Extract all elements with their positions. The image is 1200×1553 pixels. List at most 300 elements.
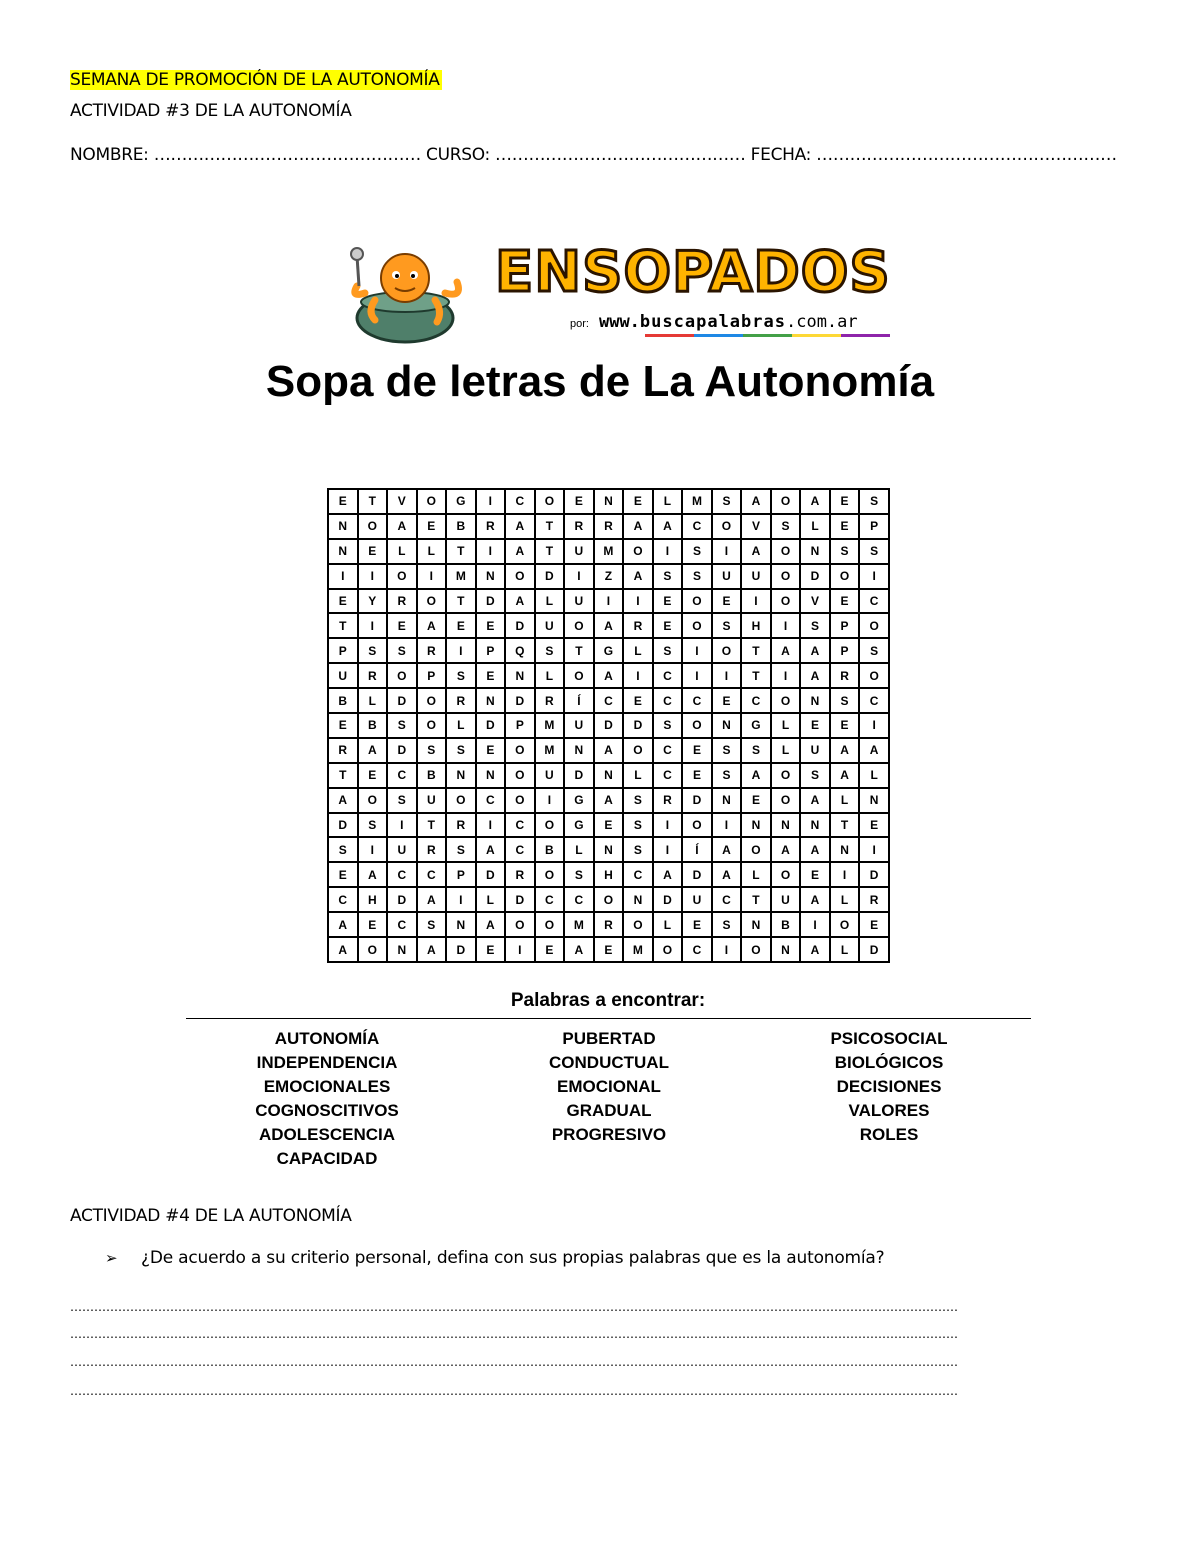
grid-cell: I — [564, 564, 594, 589]
grid-cell: A — [417, 613, 447, 638]
grid-cell: I — [771, 663, 801, 688]
grid-cell: S — [830, 688, 860, 713]
grid-cell: O — [741, 837, 771, 862]
grid-cell: O — [505, 564, 535, 589]
grid-cell: D — [623, 713, 653, 738]
activity3-title: ACTIVIDAD #3 DE LA AUTONOMÍA — [70, 101, 352, 121]
grid-cell: S — [328, 837, 358, 862]
grid-cell: O — [446, 788, 476, 813]
grid-cell: N — [594, 837, 624, 862]
grid-cell: S — [771, 514, 801, 539]
grid-cell: L — [741, 862, 771, 887]
grid-cell: S — [830, 539, 860, 564]
grid-cell: O — [564, 613, 594, 638]
grid-cell: N — [771, 937, 801, 962]
grid-cell: A — [741, 763, 771, 788]
grid-cell: H — [741, 613, 771, 638]
grid-cell: U — [328, 663, 358, 688]
grid-cell: O — [358, 514, 388, 539]
grid-cell: C — [476, 788, 506, 813]
grid-cell: C — [682, 937, 712, 962]
grid-cell: O — [505, 788, 535, 813]
grid-cell: I — [358, 613, 388, 638]
grid-cell: E — [564, 489, 594, 514]
grid-cell: E — [682, 912, 712, 937]
grid-cell: A — [800, 638, 830, 663]
grid-cell: O — [564, 663, 594, 688]
word-list-item: CAPACIDAD — [276, 1149, 378, 1168]
grid-cell: R — [446, 688, 476, 713]
grid-cell: S — [387, 788, 417, 813]
grid-cell: V — [387, 489, 417, 514]
grid-cell: S — [800, 613, 830, 638]
grid-cell: P — [505, 713, 535, 738]
grid-cell: D — [387, 887, 417, 912]
grid-cell: L — [859, 763, 889, 788]
grid-cell: T — [358, 489, 388, 514]
grid-row — [328, 912, 889, 937]
grid-cell: S — [800, 763, 830, 788]
word-list-title: Palabras a encontrar: — [510, 990, 706, 1011]
grid-cell: E — [830, 489, 860, 514]
grid-cell: N — [446, 763, 476, 788]
grid-cell: S — [564, 862, 594, 887]
grid-cell: S — [653, 564, 683, 589]
grid-cell: A — [800, 837, 830, 862]
grid-row — [328, 688, 889, 713]
grid-cell: E — [387, 613, 417, 638]
grid-cell: O — [771, 788, 801, 813]
grid-cell: O — [682, 813, 712, 838]
answer-line[interactable]: …………………………………………………………………………………………………………………………………………………………………………………………………… — [70, 1384, 958, 1398]
grid-cell: R — [830, 663, 860, 688]
grid-cell: U — [535, 613, 565, 638]
grid-cell: A — [859, 738, 889, 763]
grid-cell: I — [653, 539, 683, 564]
grid-cell: A — [712, 862, 742, 887]
grid-cell: A — [505, 589, 535, 614]
grid-cell: N — [387, 937, 417, 962]
grid-cell: O — [682, 613, 712, 638]
grid-cell: A — [328, 788, 358, 813]
grid-cell: A — [358, 862, 388, 887]
grid-cell: C — [653, 663, 683, 688]
grid-cell: O — [653, 937, 683, 962]
grid-row — [328, 713, 889, 738]
grid-cell: S — [417, 912, 447, 937]
grid-cell: T — [564, 638, 594, 663]
grid-cell: L — [653, 489, 683, 514]
grid-cell: O — [859, 663, 889, 688]
grid-cell: O — [505, 912, 535, 937]
puzzle-title: Sopa de letras de La Autonomía — [265, 357, 935, 406]
grid-cell: R — [446, 813, 476, 838]
grid-cell: A — [417, 937, 447, 962]
grid-cell: C — [535, 887, 565, 912]
grid-cell: I — [446, 638, 476, 663]
grid-cell: T — [446, 539, 476, 564]
site-www: www. — [598, 312, 640, 332]
grid-cell: O — [535, 912, 565, 937]
question — [105, 1248, 884, 1268]
word-list-item: BIOLÓGICOS — [834, 1053, 944, 1072]
grid-cell: M — [682, 489, 712, 514]
grid-cell: A — [476, 912, 506, 937]
grid-cell: C — [623, 862, 653, 887]
grid-row — [328, 589, 889, 614]
word-list-item: PSICOSOCIAL — [830, 1029, 948, 1048]
grid-cell: O — [505, 738, 535, 763]
grid-cell: P — [417, 663, 447, 688]
grid-cell: A — [771, 837, 801, 862]
grid-cell: E — [682, 738, 712, 763]
word-list-item: PROGRESIVO — [551, 1125, 667, 1144]
grid-row — [328, 613, 889, 638]
grid-cell: L — [476, 887, 506, 912]
grid-cell: G — [564, 813, 594, 838]
grid-cell: I — [653, 837, 683, 862]
grid-cell: N — [623, 887, 653, 912]
grid-cell: C — [387, 763, 417, 788]
grid-cell: A — [623, 564, 653, 589]
grid-cell: I — [476, 539, 506, 564]
grid-cell: R — [859, 887, 889, 912]
grid-cell: B — [417, 763, 447, 788]
grid-cell: M — [446, 564, 476, 589]
arrowhead-bullet-icon: ➢ — [105, 1249, 118, 1267]
grid-cell: I — [623, 663, 653, 688]
answer-line[interactable]: …………………………………………………………………………………………………………………………………………………………………………………………………… — [70, 1355, 958, 1369]
grid-cell: G — [446, 489, 476, 514]
grid-cell: M — [564, 912, 594, 937]
word-list-item: EMOCIONAL — [557, 1077, 661, 1096]
grid-cell: I — [387, 813, 417, 838]
grid-cell: I — [712, 937, 742, 962]
grid-cell: A — [830, 763, 860, 788]
grid-cell: T — [328, 763, 358, 788]
grid-cell: P — [446, 862, 476, 887]
word-list-item: CONDUCTUAL — [549, 1053, 669, 1072]
grid-cell: I — [476, 489, 506, 514]
grid-cell: E — [712, 688, 742, 713]
grid-cell: L — [387, 539, 417, 564]
grid-cell: O — [358, 937, 388, 962]
grid-cell: U — [682, 887, 712, 912]
grid-row — [328, 862, 889, 887]
grid-cell: C — [653, 763, 683, 788]
word-list-item: GRADUAL — [566, 1101, 652, 1120]
grid-cell: E — [623, 688, 653, 713]
grid-row — [328, 813, 889, 838]
grid-cell: E — [328, 713, 358, 738]
grid-cell: E — [712, 589, 742, 614]
grid-cell: A — [712, 837, 742, 862]
grid-cell: T — [328, 613, 358, 638]
grid-cell: B — [771, 912, 801, 937]
grid-cell: N — [328, 514, 358, 539]
grid-cell: C — [387, 862, 417, 887]
grid-cell: E — [830, 514, 860, 539]
grid-cell: I — [358, 564, 388, 589]
grid-cell: E — [446, 613, 476, 638]
grid-cell: S — [653, 638, 683, 663]
grid-cell: I — [417, 564, 447, 589]
grid-cell: D — [328, 813, 358, 838]
site-url — [570, 312, 858, 332]
grid-cell: A — [800, 887, 830, 912]
grid-cell: O — [859, 613, 889, 638]
grid-cell: O — [712, 514, 742, 539]
grid-cell: R — [594, 514, 624, 539]
grid-cell: S — [712, 738, 742, 763]
grid-cell: S — [653, 713, 683, 738]
grid-cell: R — [623, 613, 653, 638]
grid-cell: U — [564, 589, 594, 614]
grid-cell: S — [682, 564, 712, 589]
grid-cell: S — [387, 713, 417, 738]
grid-cell: A — [653, 514, 683, 539]
grid-cell: T — [535, 514, 565, 539]
grid-cell: E — [594, 813, 624, 838]
brand-wordmark: ENSOPADOS — [495, 240, 891, 305]
answer-line[interactable]: …………………………………………………………………………………………………………………………………………………………………………………………………… — [70, 1327, 958, 1341]
grid-cell: I — [859, 564, 889, 589]
grid-cell: C — [653, 738, 683, 763]
grid-cell: O — [387, 663, 417, 688]
grid-cell: A — [594, 788, 624, 813]
answer-line[interactable]: …………………………………………………………………………………………………………………………………………………………………………………………………… — [70, 1300, 958, 1314]
grid-cell: S — [446, 837, 476, 862]
grid-cell: L — [800, 514, 830, 539]
grid-cell: O — [682, 713, 712, 738]
grid-cell: A — [800, 788, 830, 813]
grid-cell: I — [712, 539, 742, 564]
grid-cell: I — [535, 788, 565, 813]
grid-cell: I — [358, 837, 388, 862]
grid-cell: E — [476, 937, 506, 962]
grid-cell: O — [771, 589, 801, 614]
grid-cell: I — [712, 663, 742, 688]
grid-cell: A — [328, 912, 358, 937]
grid-cell: D — [594, 713, 624, 738]
grid-cell: D — [535, 564, 565, 589]
grid-cell: E — [623, 489, 653, 514]
ensopados-logo — [345, 238, 905, 348]
grid-cell: E — [682, 763, 712, 788]
grid-cell: B — [328, 688, 358, 713]
grid-cell: G — [741, 713, 771, 738]
grid-cell: S — [358, 638, 388, 663]
grid-cell: U — [564, 713, 594, 738]
grid-cell: E — [653, 613, 683, 638]
grid-cell: T — [741, 887, 771, 912]
grid-cell: I — [859, 837, 889, 862]
grid-cell: M — [623, 937, 653, 962]
grid-cell: R — [505, 862, 535, 887]
grid-cell: C — [505, 813, 535, 838]
grid-cell: D — [505, 887, 535, 912]
grid-cell: E — [859, 813, 889, 838]
word-list-item: ROLES — [859, 1125, 919, 1144]
site-color-underline — [645, 334, 890, 337]
grid-cell: C — [505, 837, 535, 862]
grid-cell: L — [830, 937, 860, 962]
grid-cell: E — [417, 514, 447, 539]
grid-cell: O — [535, 813, 565, 838]
grid-cell: R — [653, 788, 683, 813]
grid-cell: L — [417, 539, 447, 564]
grid-cell: D — [653, 887, 683, 912]
grid-cell: S — [623, 788, 653, 813]
grid-cell: O — [417, 489, 447, 514]
grid-cell: I — [505, 937, 535, 962]
grid-cell: P — [859, 514, 889, 539]
grid-cell: T — [830, 813, 860, 838]
word-list-divider — [186, 1018, 1031, 1019]
grid-row — [328, 514, 889, 539]
grid-cell: N — [741, 912, 771, 937]
grid-cell: S — [859, 489, 889, 514]
grid-cell: S — [682, 539, 712, 564]
grid-cell: O — [741, 937, 771, 962]
grid-cell: A — [387, 514, 417, 539]
grid-cell: S — [712, 763, 742, 788]
grid-cell: D — [476, 862, 506, 887]
grid-cell: M — [594, 539, 624, 564]
grid-cell: N — [476, 564, 506, 589]
grid-cell: C — [594, 688, 624, 713]
grid-cell: N — [741, 813, 771, 838]
grid-cell: U — [771, 887, 801, 912]
word-list-column-1 — [197, 1027, 457, 1171]
grid-cell: L — [771, 738, 801, 763]
grid-cell: S — [741, 738, 771, 763]
grid-cell: O — [682, 589, 712, 614]
grid-cell: S — [623, 837, 653, 862]
grid-cell: O — [387, 564, 417, 589]
grid-cell: Y — [358, 589, 388, 614]
word-list-item: ADOLESCENCIA — [258, 1125, 395, 1144]
grid-cell: D — [505, 688, 535, 713]
grid-cell: A — [623, 514, 653, 539]
grid-cell: U — [535, 763, 565, 788]
grid-cell: U — [564, 539, 594, 564]
grid-cell: E — [476, 738, 506, 763]
grid-cell: E — [830, 713, 860, 738]
grid-cell: E — [358, 539, 388, 564]
grid-cell: N — [505, 663, 535, 688]
grid-cell: N — [564, 738, 594, 763]
grid-cell: E — [859, 912, 889, 937]
grid-cell: N — [712, 713, 742, 738]
grid-cell: U — [712, 564, 742, 589]
grid-cell: N — [594, 763, 624, 788]
grid-cell: R — [358, 663, 388, 688]
grid-cell: O — [535, 489, 565, 514]
grid-cell: S — [417, 738, 447, 763]
grid-cell: G — [594, 638, 624, 663]
grid-cell: O — [830, 564, 860, 589]
grid-cell: N — [800, 688, 830, 713]
grid-cell: O — [594, 887, 624, 912]
grid-cell: N — [830, 837, 860, 862]
grid-cell: C — [712, 887, 742, 912]
grid-cell: V — [800, 589, 830, 614]
grid-row — [328, 738, 889, 763]
activity4-title: ACTIVIDAD #4 DE LA AUTONOMÍA — [70, 1206, 352, 1226]
word-search-grid — [327, 488, 890, 963]
grid-cell: L — [535, 589, 565, 614]
word-list-item: DECISIONES — [836, 1077, 942, 1096]
grid-cell: N — [446, 912, 476, 937]
grid-cell: L — [564, 837, 594, 862]
grid-cell: N — [859, 788, 889, 813]
grid-cell: A — [417, 887, 447, 912]
grid-cell: D — [682, 862, 712, 887]
grid-cell: A — [594, 663, 624, 688]
grid-cell: E — [328, 589, 358, 614]
grid-cell: A — [476, 837, 506, 862]
grid-cell: E — [800, 713, 830, 738]
grid-cell: C — [859, 688, 889, 713]
grid-cell: L — [771, 713, 801, 738]
grid-cell: I — [771, 613, 801, 638]
grid-cell: O — [623, 912, 653, 937]
grid-cell: R — [535, 688, 565, 713]
grid-cell: O — [771, 564, 801, 589]
grid-cell: A — [741, 539, 771, 564]
grid-cell: E — [358, 763, 388, 788]
grid-cell: T — [741, 638, 771, 663]
grid-cell: R — [417, 837, 447, 862]
grid-cell: A — [505, 539, 535, 564]
grid-cell: U — [741, 564, 771, 589]
grid-cell: L — [830, 788, 860, 813]
grid-cell: A — [830, 738, 860, 763]
octopus-in-pot-icon — [345, 238, 475, 348]
grid-cell: O — [623, 738, 653, 763]
question-text: ¿De acuerdo a su criterio personal, defina con sus propias palabras que es la autonomía? — [141, 1248, 885, 1268]
grid-cell: I — [830, 862, 860, 887]
grid-cell: U — [800, 738, 830, 763]
grid-cell: C — [564, 887, 594, 912]
grid-cell: S — [535, 638, 565, 663]
site-tld: .com.ar — [785, 312, 858, 332]
grid-row — [328, 489, 889, 514]
grid-cell: E — [476, 613, 506, 638]
grid-cell: O — [712, 638, 742, 663]
grid-row — [328, 638, 889, 663]
grid-cell: E — [358, 912, 388, 937]
grid-cell: O — [771, 763, 801, 788]
grid-cell: U — [417, 788, 447, 813]
grid-cell: A — [771, 638, 801, 663]
grid-cell: O — [830, 912, 860, 937]
grid-cell: C — [653, 688, 683, 713]
grid-cell: A — [594, 613, 624, 638]
grid-cell: B — [535, 837, 565, 862]
grid-cell: C — [417, 862, 447, 887]
grid-row — [328, 788, 889, 813]
grid-cell: H — [358, 887, 388, 912]
grid-cell: S — [387, 638, 417, 663]
grid-cell: O — [623, 539, 653, 564]
grid-cell: S — [358, 813, 388, 838]
grid-cell: I — [682, 663, 712, 688]
grid-cell: N — [712, 788, 742, 813]
word-list-column-2 — [479, 1027, 739, 1147]
grid-cell: T — [446, 589, 476, 614]
